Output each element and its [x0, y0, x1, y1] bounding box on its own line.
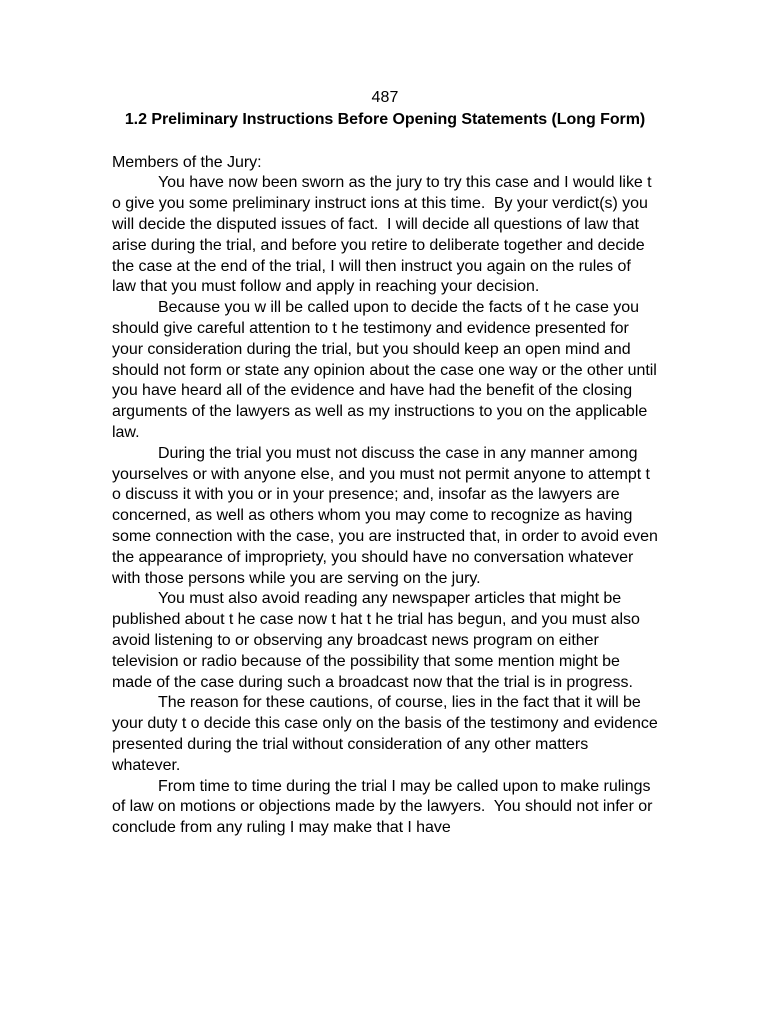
page-number: 487 — [371, 89, 399, 106]
body-paragraph: Because you w ill be called upon to decide the facts of t he case you should give careful attention to t he testimony and evidence presented for your consideration during the trial, but you should keep an open mind and should not form or state any opinion about the case one way or the other until you have heard all of the evidence and have had the benefit of the closing arguments of the lawyers as well as my instructions to you on the applicable law. — [112, 299, 662, 441]
page-title: 1.2 Preliminary Instructions Before Opening Statements (Long Form) — [124, 110, 646, 128]
body-paragraph: During the trial you must not discuss the case in any manner among yourselves or with anyone else, and you must not permit anyone to attempt t o discuss it with you or in your presence; and, insofar as the lawyers are concerned, as well as others whom you may come to recognize as having some connection with the case, you are instructed that, in order to avoid even the appearance of impropriety, you should have no conversation whatever with those persons while you are serving on the jury. — [112, 444, 663, 587]
body-paragraph: From time to time during the trial I may be called upon to make rulings of law on motions or objections made by the lawyers. You should not infer or conclude from any ruling I may make that I have — [112, 777, 657, 837]
document-body — [112, 153, 663, 839]
body-paragraph: You have now been sworn as the jury to try this case and I would like t o give you some preliminary instruct ions at this time. By your verdict(s) you will decide the disputed issues of fact. I will decide all questions of law that arise during the trial, and before you retire to deliberate together and decide the case at the end of the trial, I will then instruct you again on the rules of law that you must follow and apply in reaching your decision. — [112, 174, 656, 296]
body-paragraph: The reason for these cautions, of course, lies in the fact that it will be your duty t o decide this case only on the basis of the testimony and evidence presented during the trial without consideration of any other matters whatever. — [112, 694, 663, 774]
salutation: Members of the Jury: — [112, 153, 262, 171]
body-paragraph: You must also avoid reading any newspaper articles that might be published about t he case now t hat t he trial has begun, and you must also avoid listening to or observing any broadcast news program on either television or radio because of the possibility that some mention might be made of the case during such a broadcast now that the trial is in progress. — [112, 590, 645, 691]
